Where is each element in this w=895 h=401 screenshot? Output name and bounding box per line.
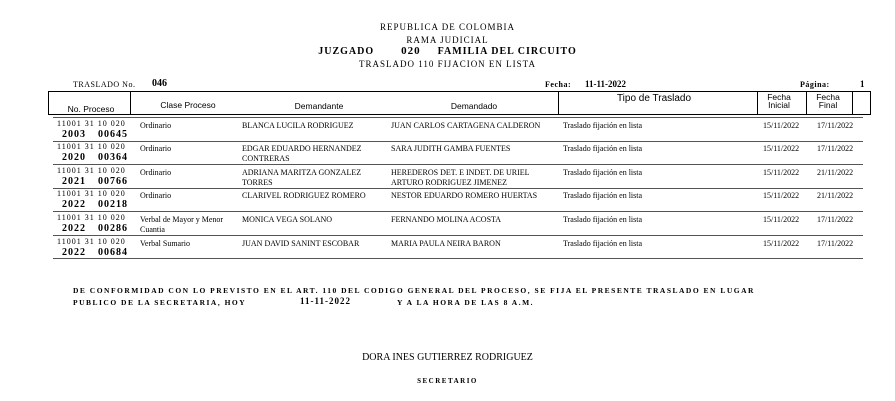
row-fecha-final: 17/11/2022 [817, 144, 854, 153]
row-fecha-final: 17/11/2022 [817, 239, 854, 248]
row-year: 2003 [62, 129, 86, 140]
row-tipo: Traslado fijación en lista [563, 239, 643, 248]
col-fecha-inicial: Fecha Inicial [767, 92, 791, 110]
row-number: 00766 [98, 176, 128, 187]
row-demandado: SARA JUDITH GAMBA FUENTES [391, 144, 511, 153]
row-clase: Ordinario [140, 121, 172, 130]
signer-name: DORA INES GUTIERREZ RODRIGUEZ [362, 352, 533, 363]
row-demandado: NESTOR EDUARDO ROMERO HUERTAS [391, 191, 538, 200]
row-code: 11001 31 10 020 [57, 142, 126, 151]
row-year: 2022 [62, 223, 86, 234]
row-tipo: Traslado fijación en lista [563, 121, 643, 130]
footer-time-text: Y A LA HORA DE LAS 8 A.M. [397, 298, 535, 307]
pagina-label: Página: [800, 80, 830, 89]
row-fecha-inicial: 15/11/2022 [763, 215, 800, 224]
header-branch: RAMA JUDICIAL [406, 35, 489, 45]
row-number: 00286 [98, 223, 128, 234]
row-clase: Verbal Sumario [140, 239, 190, 248]
footer-legal-text: DE CONFORMIDAD CON LO PREVISTO EN EL ART. 110 DEL CODIGO GENERAL DEL PROCESO, SE FIJA EL PRESENTE TRASLADO EN LUGAR [73, 286, 755, 295]
header-country: REPUBLICA DE COLOMBIA [379, 22, 515, 32]
traslado-label: TRASLADO No. [73, 80, 136, 89]
row-year: 2020 [62, 152, 86, 163]
col-clase: Clase Proceso [160, 100, 216, 110]
row-fecha-final: 17/11/2022 [817, 215, 854, 224]
pagina-value: 1 [860, 79, 865, 89]
row-fecha-final: 17/11/2022 [817, 121, 854, 130]
header-court [0, 45, 895, 57]
fecha-label: Fecha: [545, 80, 572, 89]
row-code: 11001 31 10 020 [57, 213, 126, 222]
row-code: 11001 31 10 020 [57, 166, 126, 175]
row-tipo: Traslado fijación en lista [563, 191, 643, 200]
row-code: 11001 31 10 020 [57, 119, 126, 128]
row-year: 2022 [62, 199, 86, 210]
row-demandante: BLANCA LUCILA RODRIGUEZ [242, 121, 354, 130]
row-demandante: CLARIVEL RODRIGUEZ ROMERO [242, 191, 366, 200]
row-fecha-final: 21/11/2022 [817, 168, 854, 177]
row-code: 11001 31 10 020 [57, 189, 126, 198]
col-demandado: Demandado [450, 101, 498, 111]
row-number: 00645 [98, 129, 128, 140]
row-clase: Ordinario [140, 168, 172, 177]
row-demandado: MARIA PAULA NEIRA BARON [391, 239, 501, 248]
table-header [48, 91, 871, 115]
col-demandante: Demandante [294, 101, 344, 111]
row-number: 00218 [98, 199, 128, 210]
row-demandante: ADRIANA MARITZA GONZALEZ TORRES [242, 168, 362, 187]
col-no-proceso: No. Proceso [67, 104, 115, 114]
row-demandado: JUAN CARLOS CARTAGENA CALDERON [391, 121, 541, 130]
row-tipo: Traslado fijación en lista [563, 215, 643, 224]
court-name: FAMILIA DEL CIRCUITO [437, 46, 577, 57]
row-number: 00364 [98, 152, 128, 163]
footer-place-text: PUBLICO DE LA SECRETARIA, HOY [73, 298, 247, 307]
row-fecha-inicial: 15/11/2022 [763, 144, 800, 153]
row-number: 00684 [98, 247, 128, 258]
traslado-number: 046 [152, 78, 167, 89]
footer-date: 11-11-2022 [300, 296, 352, 306]
row-demandante: MONICA VEGA SOLANO [242, 215, 333, 224]
col-fecha-final: Fecha Final [816, 92, 840, 110]
row-fecha-inicial: 15/11/2022 [763, 191, 800, 200]
row-tipo: Traslado fijación en lista [563, 168, 643, 177]
row-demandante: JUAN DAVID SANINT ESCOBAR [242, 239, 360, 248]
row-demandante: EDGAR EDUARDO HERNANDEZ CONTRERAS [242, 144, 362, 163]
row-demandado: HEREDEROS DET. E INDET. DE URIEL ARTURO RODRIGUEZ JIMENEZ [391, 168, 530, 187]
signer-role: SECRETARIO [417, 377, 478, 385]
row-clase: Ordinario [140, 191, 172, 200]
fecha-value: 11-11-2022 [585, 79, 627, 89]
col-tipo: Tipo de Traslado [616, 93, 692, 104]
header-subtitle: TRASLADO 110 FIJACION EN LISTA [359, 59, 536, 69]
row-clase: Verbal de Mayor y Menor Cuantia [140, 215, 224, 234]
row-fecha-final: 21/11/2022 [817, 191, 854, 200]
row-demandado: FERNANDO MOLINA ACOSTA [391, 215, 502, 224]
row-fecha-inicial: 15/11/2022 [763, 239, 800, 248]
row-fecha-inicial: 15/11/2022 [763, 121, 800, 130]
court-number: 020 [401, 45, 421, 57]
row-fecha-inicial: 15/11/2022 [763, 168, 800, 177]
row-clase: Ordinario [140, 144, 172, 153]
row-year: 2021 [62, 176, 86, 187]
court-label: JUZGADO [318, 46, 375, 57]
row-year: 2022 [62, 247, 86, 258]
row-tipo: Traslado fijación en lista [563, 144, 643, 153]
row-code: 11001 31 10 020 [57, 237, 126, 246]
